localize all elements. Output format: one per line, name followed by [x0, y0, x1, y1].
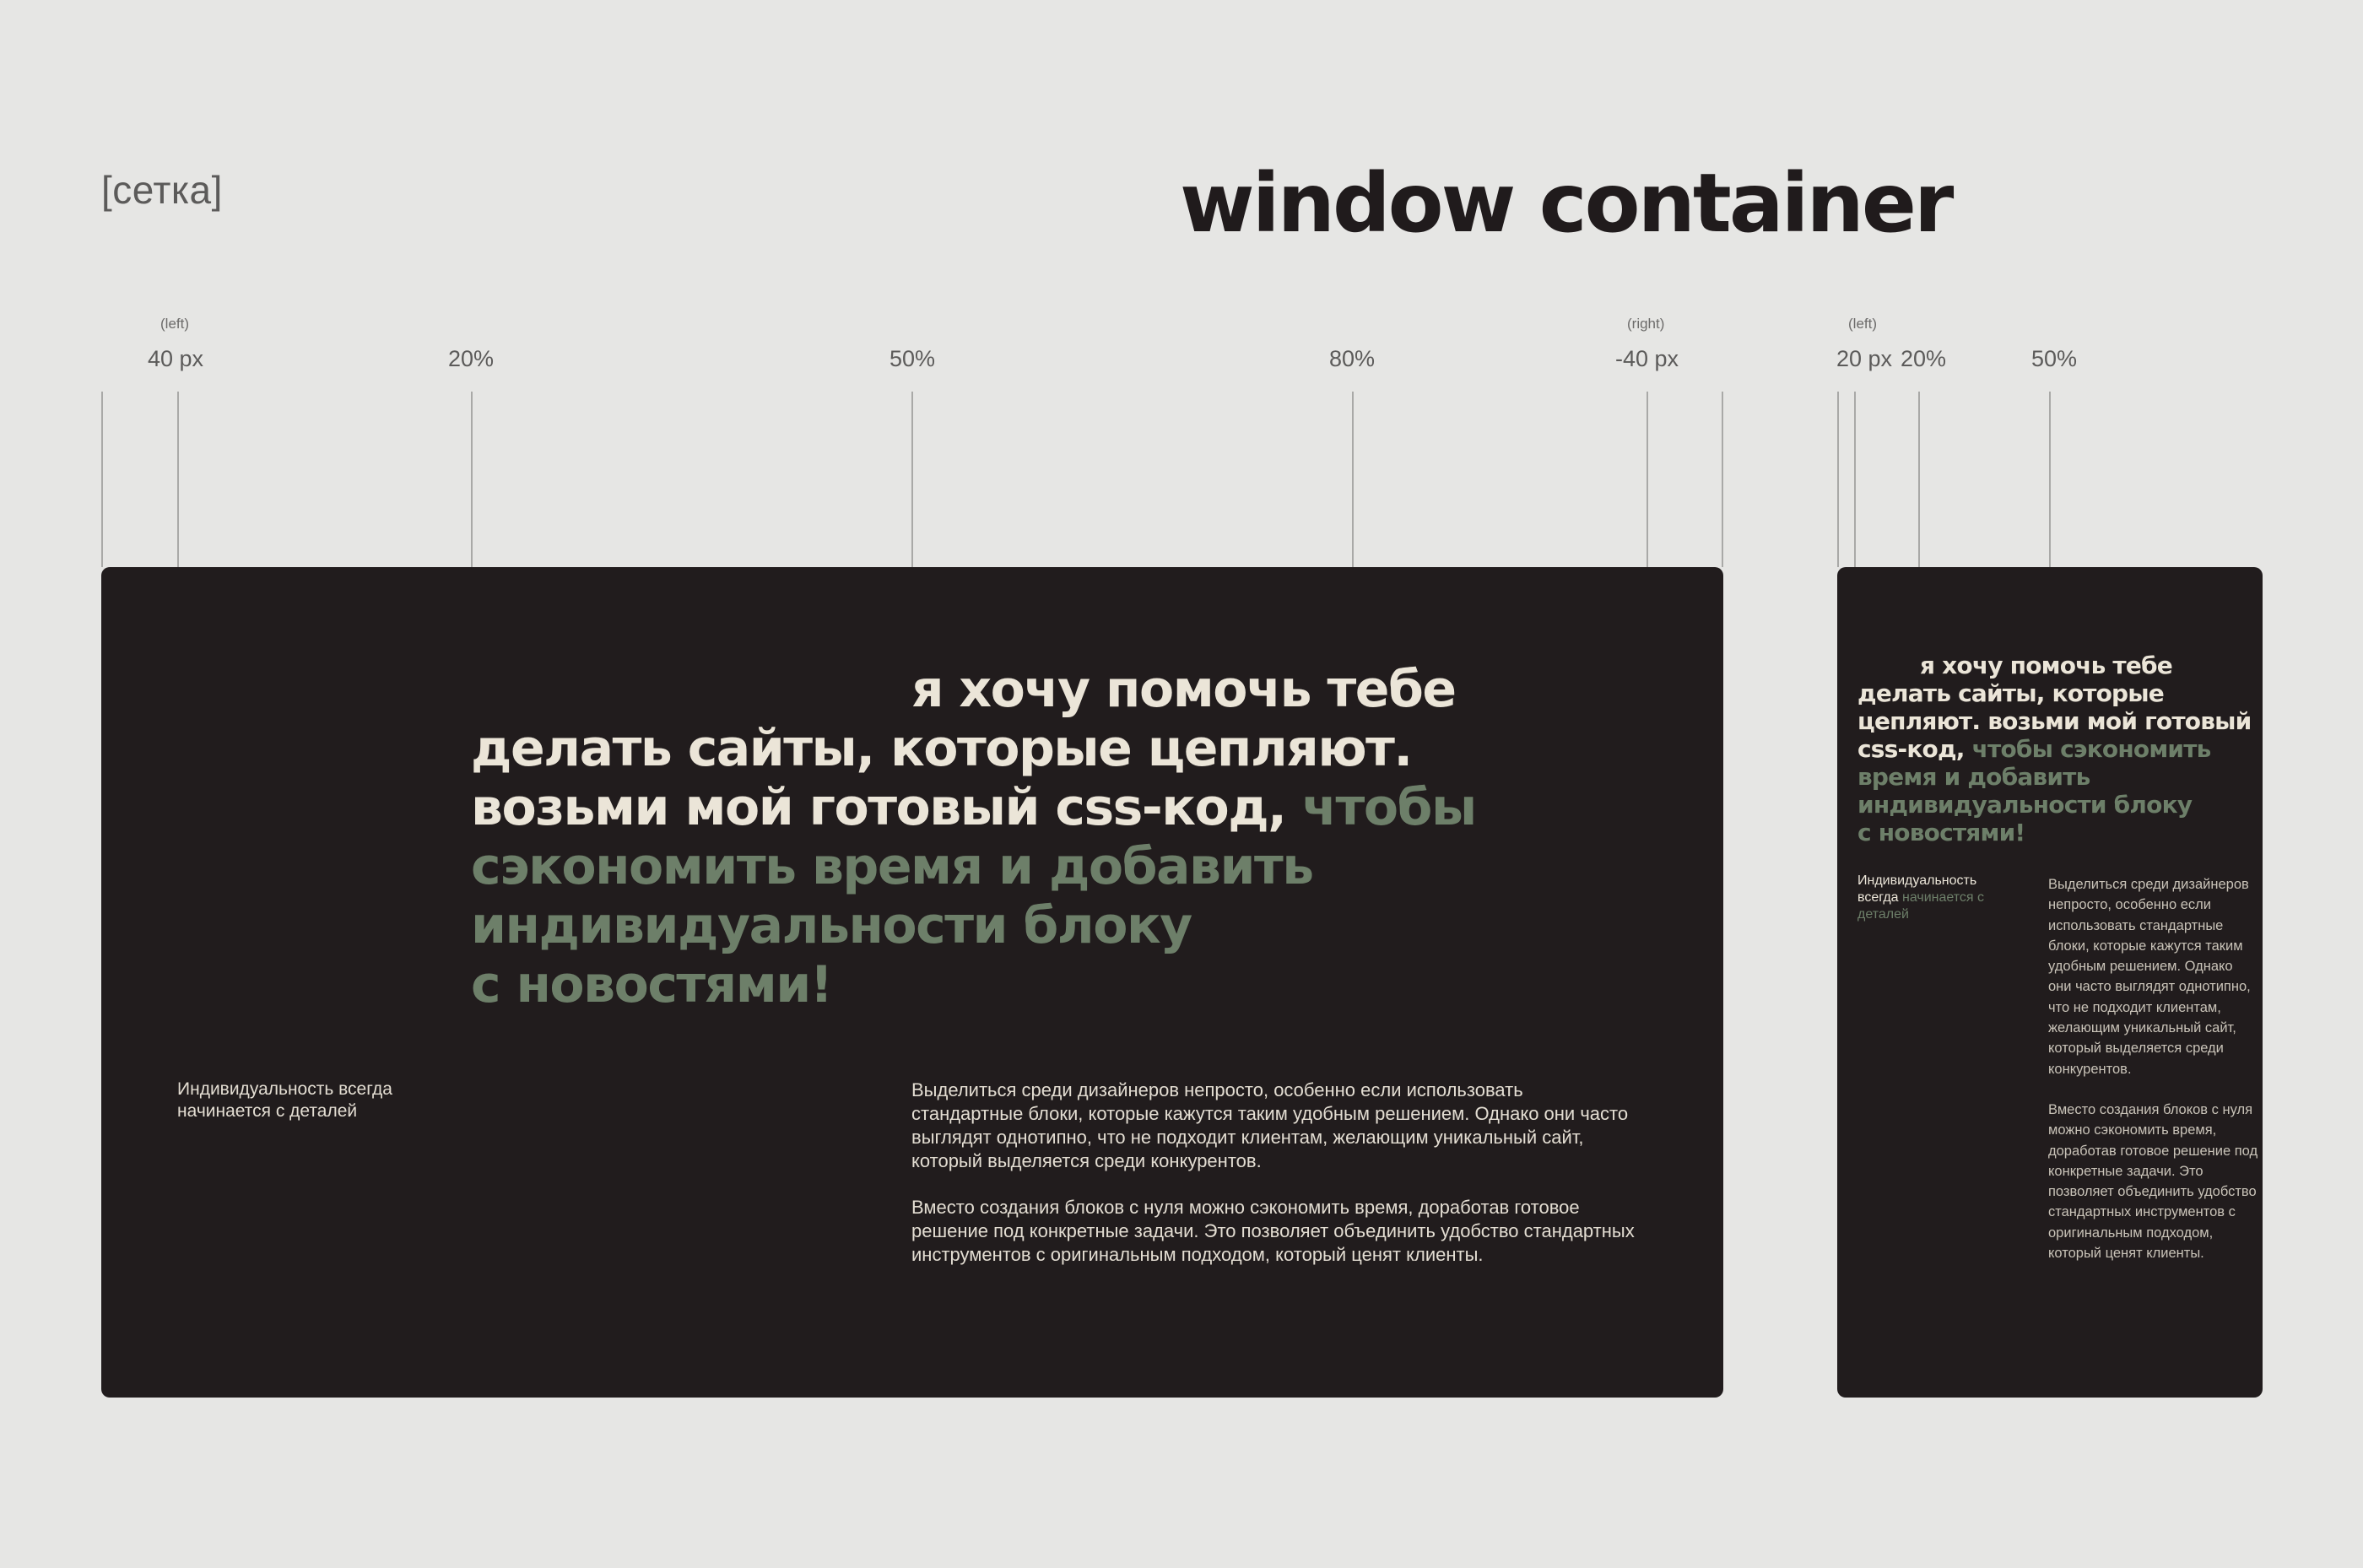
mobile-heading-line-2: делать сайты, которые [1857, 679, 2164, 707]
guide-line-desktop-40px [177, 392, 179, 567]
page-title: window container [1180, 156, 1952, 251]
guide-line-desktop-minus40px [1647, 392, 1648, 567]
marker-desktop-minus40px: -40 px [1615, 346, 1679, 371]
mobile-body-paragraph-1: Выделиться среди дизайнеров непросто, особенно если использовать стандартные блоки, которые кажутся таким удобным решением. Однако они часто выглядят однотипно, что не подходит клиентам, желающим уникальный сайт, который выделяется среди конкурентов. [2048, 877, 2251, 1077]
desktop-body-paragraph-1: Выделиться среди дизайнеров непросто, особенно если использовать стандартные блоки, которые кажутся таким удобным решением. Однако они часто выглядят однотипно, что не подходит клиентам, желающим уникальный сайт, который выделяется среди конкурентов. [911, 1079, 1629, 1171]
mobile-caption-accent: начинается с деталей [1857, 890, 1985, 922]
mobile-body-text [2048, 874, 2259, 1284]
guide-line-desktop-20pct [471, 392, 473, 567]
guide-line-mobile-20pct [1918, 392, 1920, 567]
desktop-heading-line-5: индивидуальности блоку [471, 896, 1192, 955]
mobile-caption [1857, 873, 2018, 923]
guide-line-mobile-20px [1854, 392, 1856, 567]
marker-mobile-20px: 20 px [1836, 346, 1893, 371]
desktop-heading-line-4: сэкономить время и добавить [471, 837, 1313, 896]
desktop-caption: Индивидуальность всегда начинается с деталей [177, 1079, 392, 1121]
mobile-heading-line-4 [1857, 735, 2211, 763]
guide-line-mobile-50pct [2049, 392, 2051, 567]
marker-desktop-40px: 40 px [148, 346, 204, 371]
marker-desktop-80pct: 80% [1329, 346, 1376, 371]
desktop-heading-line-3 [471, 778, 1476, 837]
mobile-heading-line-7: с новостями! [1857, 819, 2025, 846]
grid-label: [сетка] [101, 168, 223, 212]
desktop-heading-line-2: делать сайты, которые цепляют. [471, 719, 1412, 778]
mobile-heading-line-5: время и добавить [1857, 763, 2090, 791]
marker-desktop-20pct: 20% [448, 346, 495, 371]
desktop-heading-line-1: я хочу помочь тебе [911, 660, 1456, 719]
mobile-body-paragraph-2: Вместо создания блоков с нуля можно сэкономить время, доработав готовое решение под конкретные задачи. Это позволяет объединить удобство стандартных инструментов с оригинальным подходом, который ценят клиенты. [2048, 1101, 2258, 1262]
mobile-heading-line-1: я хочу помочь тебе [1920, 652, 2172, 679]
mobile-heading-line-3: цепляют. возьми мой готовый [1857, 707, 2252, 735]
guide-line-desktop-left-edge [101, 392, 103, 567]
guide-line-desktop-right-edge [1722, 392, 1723, 567]
mobile-caption-light: Индивидуальность всегда [1857, 873, 1977, 905]
mobile-heading-line-6: индивидуальности блоку [1857, 791, 2193, 819]
marker-desktop-50pct: 50% [890, 346, 936, 371]
desktop-heading-line-6: с новостями! [471, 955, 832, 1014]
marker-mobile-50pct: 50% [2031, 346, 2078, 371]
desktop-heading-line-3-accent: чтобы [1301, 778, 1476, 837]
mobile-window-container [1837, 567, 2263, 1398]
guide-line-desktop-50pct [911, 392, 913, 567]
desktop-body-paragraph-2: Вместо создания блоков с нуля можно сэкономить время, доработав готовое решение под конкретные задачи. Это позволяет объединить удобство стандартных инструментов с оригинальным подходом, который ценят клиенты. [911, 1197, 1635, 1265]
marker-right-desktop: (right) [1627, 316, 1665, 332]
marker-left-desktop: (left) [160, 316, 189, 332]
guide-line-mobile-left-edge [1837, 392, 1839, 567]
marker-mobile-20pct: 20% [1901, 346, 1947, 371]
desktop-window-container [101, 567, 1723, 1398]
desktop-body-text [911, 1079, 1637, 1290]
mobile-heading-line-4-accent: чтобы сэкономить [1971, 735, 2211, 763]
desktop-heading-line-3-light: возьми мой готовый css-код, [471, 778, 1302, 837]
guide-line-desktop-80pct [1352, 392, 1354, 567]
marker-left-mobile: (left) [1848, 316, 1877, 332]
mobile-heading-line-4-light: css-код, [1857, 735, 1972, 763]
